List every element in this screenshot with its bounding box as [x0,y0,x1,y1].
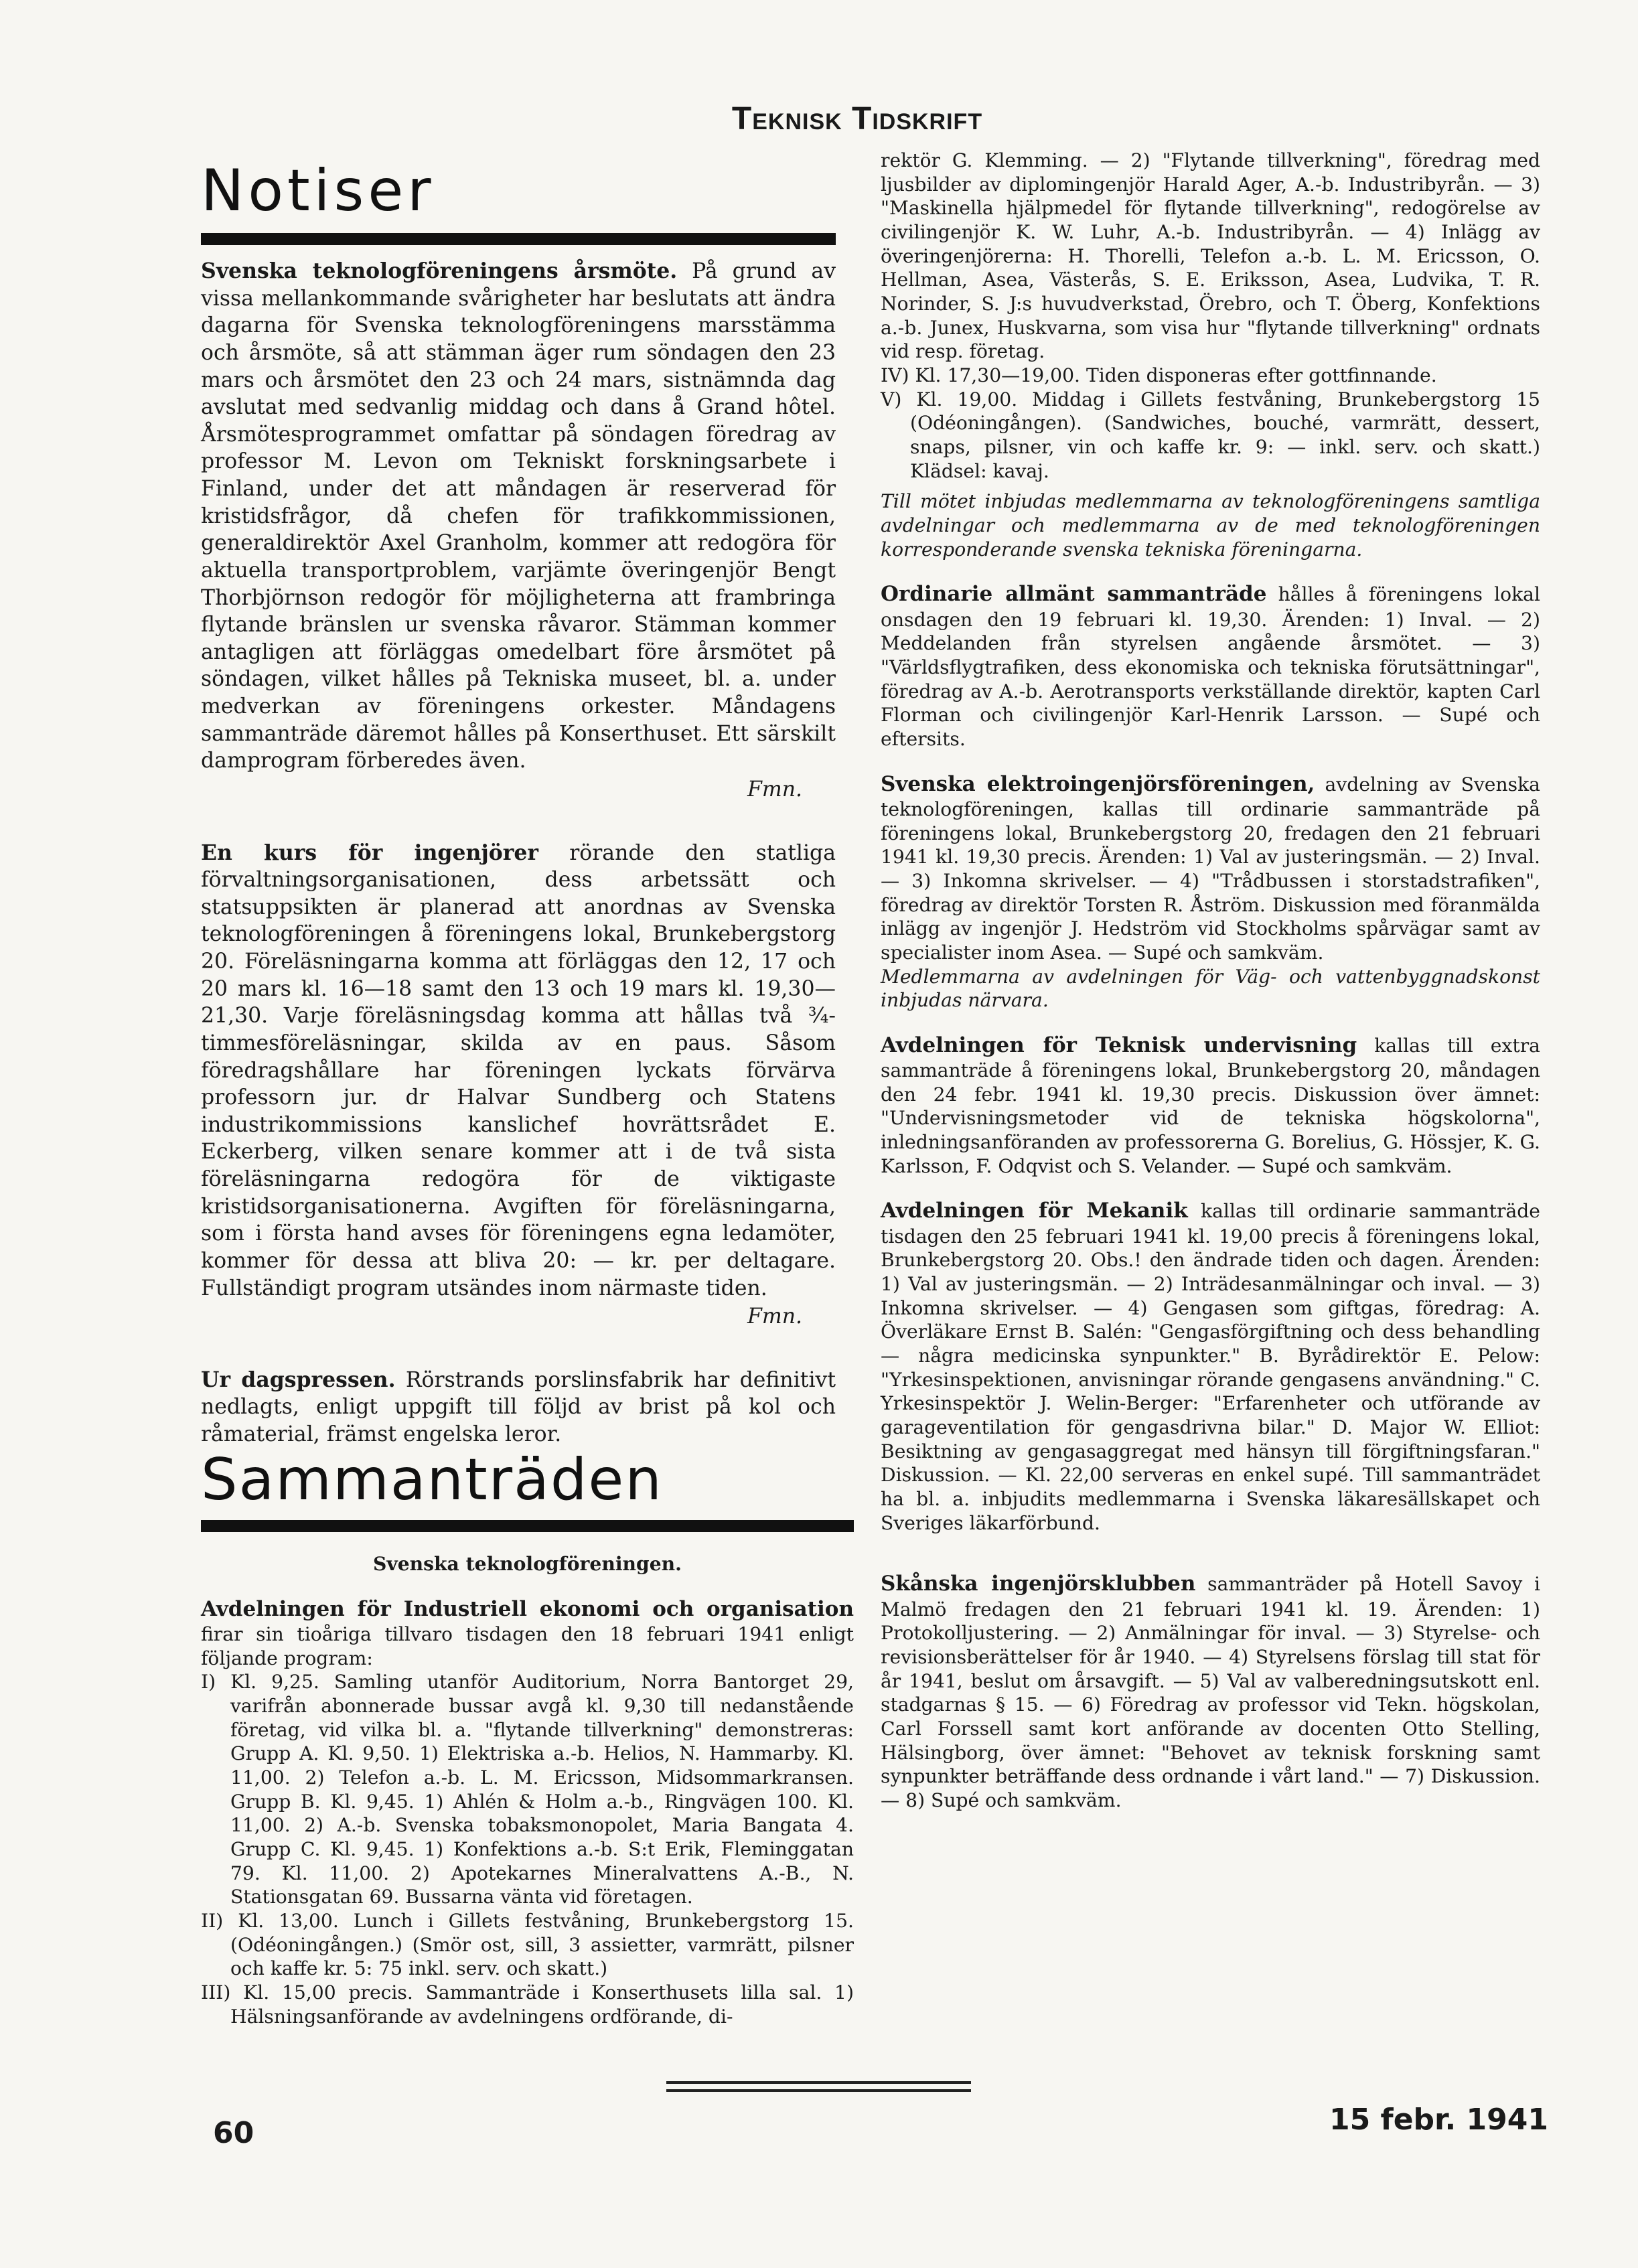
skanska-text: sammanträder på Hotell Savoy i Malmö fredagen den 21 februari 1941 kl. 19. Ärenden: 1) Protokolljustering. — 2) Anmälningar för inval. — 3) Styrelse- och revisionsberättelser för år 1940. — 4) Styrelsens förslag till stat för år 1941, beslut om årsavgift. — 5) Val av valberedningsutskott enl. stadgarnas § 15. — 6) Föredrag av professor vid Tekn. högskolan, Carl Forssell samt kort anförande av docenten Otto Stelling, Hälsingborg, över ämnet: "Behovet av teknisk forskning samt synpunkter beträffande dess ordnande i vårt land." — 7) Diskussion. — 8) Supé och samkväm. [881,1573,1540,1811]
spacer [881,561,1540,581]
issue-date: 15 febr. 1941 [1329,2103,1548,2137]
notis-kurs [201,840,836,1302]
spacer [201,804,836,840]
spacer [881,1178,1540,1198]
notis-dagspressen-text: Rörstrands porslinsfabrik har definitivt nedlagts, enligt uppgift till följd av brist på kol och råmaterial, främst engelska leror. [201,1367,836,1446]
avd-mekanik [881,1198,1540,1535]
notis-arsmote-text: På grund av vissa mellankommande svårigheter har beslutats att ändra dagarna för Svenska teknologföreningens marsstämma och årsmöte, så att stämman äger rum söndagen den 23 mars och årsmötet den 23 och 24 mars, sistnämnda dag avslutat med sedvanlig middag och dans å Grand hôtel. Årsmötesprogrammet omfattar på söndagen föredrag av professor M. Levon om Tekniskt forskningsarbete i Finland, under det att måndagen är reserverad för kristidsfrågor, då chefen för trafikkommissionen, generaldirektör Axel Granholm, kommer att redogöra för aktuella transportproblem, varjämte överingenjör Bengt Thorbjörnson redogör för möjligheterna att frambringa flytande bränslen ur svenska råvaror. Stämman kommer antagligen att förläggas omedelbart före årsmötet på söndagen, vilket hålles på Tekniska museet, bl. a. under medverkan av föreningens orkester. Måndagens sammanträde däremot hålles på Konserthuset. Ett särskilt damprogram förberedes även. [201,259,836,773]
notis-arsmote-signature: Fmn. [747,777,802,802]
program-item-2: II) Kl. 13,00. Lunch i Gillets festvåning, Brunkebergstorg 15. (Odéoningången.) (Smör ost, sill, 3 assietter, varmrätt, pilsner och kaffe kr. 5: 75 inkl. serv. och skatt.) [201,1909,854,1980]
skanska-lead: Skånska ingenjörsklubben [881,1572,1196,1596]
notis-dagspressen [201,1367,836,1448]
elektro-text: avdelning av Svenska teknologföreningen, kallas till ordinarie sammanträde på föreningens lokal, Brunkebergstorg 20, fredagen den 21 februari 1941 kl. 19,30 precis. Ärenden: 1) Val av justeringsmän. — 2) Inval. — 3) Inkomna skrivelser. — 4) "Trådbussen i storstadstrafiken", föredrag av direktör Torsten R. Åström. Diskussion med föranmälda inlägg av ingenjör J. Hedström vid Stockholms spårvägar samt av specialister inom Asea. — Supé och samkväm. [881,773,1540,964]
sammantraden-rule [201,1520,854,1532]
undervisning-lead: Avdelningen för Teknisk undervisning [881,1033,1357,1057]
mekanik-lead: Avdelningen för Mekanik [881,1199,1188,1223]
avd-industriell [201,1596,854,1671]
sammantraden-right-body [881,149,1540,1813]
page-number: 60 [213,2116,254,2150]
spacer [881,751,1540,771]
invitation-note: Till mötet inbjudas medlemmarna av teknologföreningens samtliga avdelningar och medlemmarna av de med teknologföreningen korresponderande svenska tekniska föreningarna. [881,490,1540,560]
ordinarie-lead: Ordinarie allmänt sammanträde [881,582,1267,607]
notis-kurs-text: rörande den statliga förvaltningsorganisationen, dess arbetssätt och statsuppsikten är planerad att anordnas av Svenska teknologföreningen å föreningens lokal, Brunkebergstorg 20. Föreläsningarna komma att förläggas den 12, 17 och 20 mars kl. 16—18 samt den 13 och 19 mars kl. 19,30—21,30. Varje föreläsningsdag komma att hållas två ¾-timmesföreläsningar, skilda av en paus. Såsom föredragshållare har föreningen lyckats förvärva professorn jur. dr Halvar Sundberg och Statens industrikommissions kanslichef hovrättsrådet E. Eckerberg, vilken senare kommer att i de två sista föreläsningarna redogöra för de viktigaste kristidsorganisationerna. Avgiften för föreläsningarna, som i första hand avses för föreningens egna ledamöter, kommer för dessa att bliva 20: — kr. per deltagare. Fullständigt program utsändes inom närmaste tiden. [201,840,836,1300]
elektro-note: Medlemmarna av avdelningen för Väg- och vattenbyggnadskonst inbjudas närvara. [881,965,1540,1012]
org-heading: Svenska teknologföreningen. [373,1553,682,1575]
mekanik-text: kallas till ordinarie sammanträde tisdagen den 25 februari 1941 kl. 19,00 precis å föreningens lokal, Brunkebergstorg 20. Obs.! den ändrade tiden och dagen. Ärenden: 1) Val av justeringsmän. — 2) Inträdesanmälningar och inval. — 3) Inkomna skrivelser. — 4) Gengasen som giftgas, föredrag: A. Överläkare Ernst B. Salén: "Gengasförgiftning och dess behandling — några medicinska synpunkter." B. Byrådirektör E. Pelow: "Yrkesinspektionen, anvisningar rörande gengasens användning." C. Yrkesinspektör J. Welin-Berger: "Erfarenheter och utförande av garageventilation för gengasdrivna bilar." D. Major W. Elliot: Besiktning av gengasaggregat med hänsyn till förgiftningsfaran." Diskussion. — Kl. 22,00 serveras en enkel supé. Till sammanträdet ha bl. a. inbjudits medlemmarna i Svenska läkaresällskapet och Sveriges läkarförbund. [881,1200,1540,1534]
program-item-3b: rektör G. Klemming. — 2) "Flytande tillverkning", föredrag med ljusbilder av diplomingenjör Harald Ager, A.-b. Industribyrån. — 3) "Maskinella hjälpmedel för flytande tillverkning", redogörelse av civilingenjör K. W. Luhr, A.-b. Industribyrån. — 4) Inlägg av överingenjörerna: H. Thorelli, Telefon a.-b. L. M. Ericsson, O. Hellman, Asea, Västerås, S. E. Eriksson, Asea, Ludvika, T. R. Norinder, S. J:s huvudverkstad, Örebro, och T. Öberg, Konfektions a.-b. Junex, Huskvarna, som visa hur "flytande tillverkning" ordnats vid resp. företag. [881,149,1540,363]
notis-dagspressen-lead: Ur dagspressen. [201,1367,396,1392]
spacer [881,1535,1540,1571]
program-item-4: IV) Kl. 17,30—19,00. Tiden disponeras efter gottfinnande. [881,364,1437,387]
notiser-body [201,258,836,1448]
notis-kurs-signature: Fmn. [747,1304,802,1329]
spacer [201,1331,836,1367]
skanska-ingenjorsklubben [881,1571,1540,1812]
spacer [881,1012,1540,1033]
sammantraden-left-body [201,1552,854,2028]
notiser-title: Notiser [201,157,435,224]
notis-arsmote-lead: Svenska teknologföreningens årsmöte. [201,258,678,283]
teknisk-undervisning [881,1033,1540,1179]
ordinarie-text: hålles å föreningens lokal onsdagen den 19 februari kl. 19,30. Ärenden: 1) Inval. — 2) Meddelanden från styrelsen angående årsmötet. — 3) "Världsflygtrafiken, dess ekonomiska och tekniska förutsättningar", föredrag av A.-b. Aerotransports verkställande direktör, kapten Carl Florman och civilingenjör Karl-Henrik Larsson. — Supé och eftersits. [881,583,1540,750]
undervisning-text: kallas till extra sammanträde å föreningens lokal, Brunkebergstorg 20, måndagen den 24 febr. 1941 kl. 19,30 precis. Diskussion över ämnet: "Undervisningsmetoder vid de tekniska högskolorna", inledningsanföranden av professorerna G. Borelius, G. Hössjer, K. G. Karlsson, F. Odqvist och S. Velander. — Supé och samkväm. [881,1034,1540,1177]
elektroingenjorsforeningen [881,771,1540,965]
spacer [201,1576,854,1596]
program-item-5: V) Kl. 19,00. Middag i Gillets festvåning, Brunkebergstorg 15 (Odéoningången). (Sandwiches, bouché, varmrätt, dessert, snaps, pilsner, vin och kaffe kr. 9: — inkl. serv. och skatt.) Klädsel: kavaj. [881,388,1540,482]
program-item-1: I) Kl. 9,25. Samling utanför Auditorium, Norra Bantorget 29, varifrån abonnerade bussar avgå kl. 9,30 till nedanstående företag, vid vilka bl. a. "flytande tillverkning" demonstreras: Grupp A. Kl. 9,50. 1) Elektriska a.-b. Helios, N. Hammarby. Kl. 11,00. 2) Telefon a.-b. L. M. Ericsson, Midsommarkransen. Grupp B. Kl. 9,45. 1) Ahlén & Holm a.-b., Ringvägen 100. Kl. 11,00. 2) A.-b. Svenska tobaksmonopolet, Maria Bangata 4. Grupp C. Kl. 9,45. 1) Konfektions a.-b. S:t Erik, Fleminggatan 79. Kl. 11,00. 2) Apotekarnes Mineralvattens A.-B., N. Stationsgatan 69. Bussarna vänta vid företagen. [201,1671,854,1908]
sammantraden-title: Sammanträden [201,1446,663,1513]
program-item-3a: III) Kl. 15,00 precis. Sammanträde i Konserthusets lilla sal. 1) Hälsningsanförande av avdelningens ordförande, di- [201,1981,854,2028]
end-rule-bottom [666,2089,971,2092]
masthead: Teknisk Tidskrift [731,101,983,137]
ordinarie-sammantrade [881,581,1540,751]
end-rule-top [666,2081,971,2084]
avd-industriell-text: firar sin tioåriga tillvaro tisdagen den 18 februari 1941 enligt följande program: [201,1622,854,1669]
notis-arsmote [201,258,836,775]
avd-industriell-lead: Avdelningen för Industriell ekonomi och organisation [201,1596,854,1621]
notiser-rule [201,233,836,245]
elektro-lead: Svenska elektroingenjörsföreningen, [881,771,1315,796]
notis-kurs-lead: En kurs för ingenjörer [201,840,539,865]
